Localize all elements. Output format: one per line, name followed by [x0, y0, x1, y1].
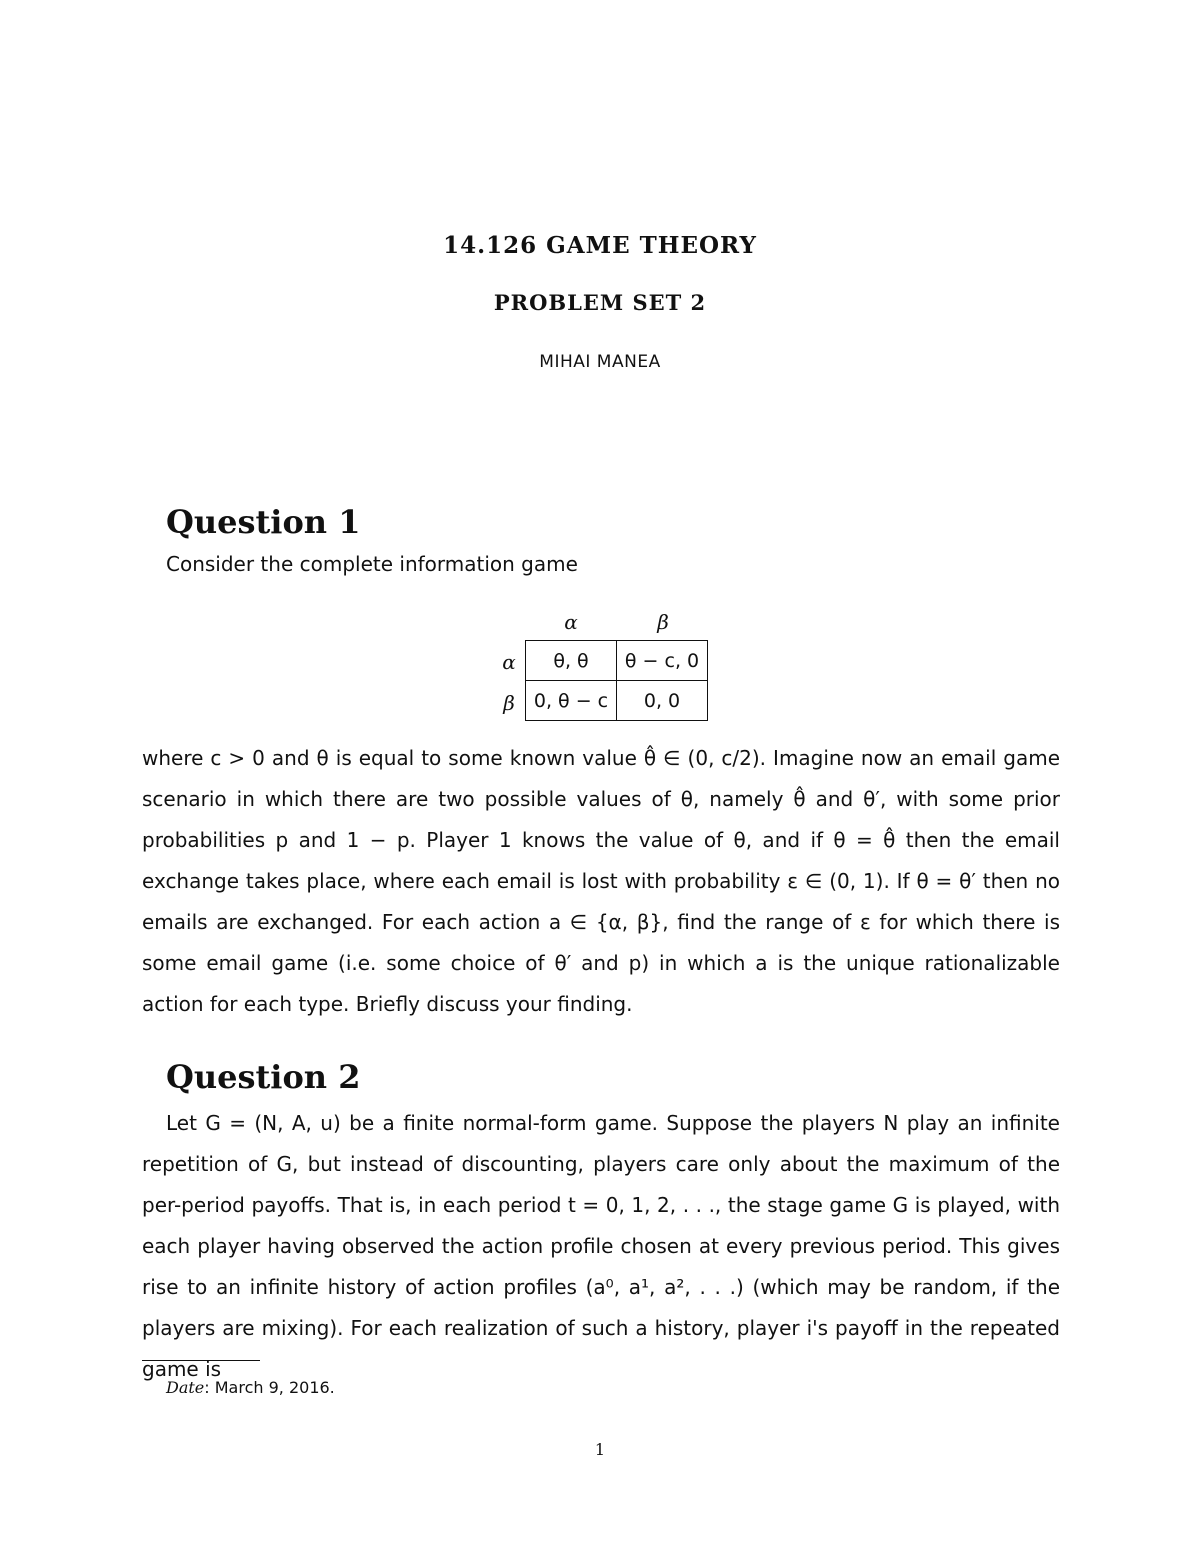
payoff-cell: θ, θ	[526, 641, 617, 681]
game-row-label-1: α	[502, 650, 516, 674]
payoff-row	[526, 681, 708, 721]
payoff-cell: 0, 0	[617, 681, 708, 721]
document-author: MIHAI MANEA	[539, 352, 661, 372]
page-number: 1	[594, 1440, 606, 1459]
question-2-heading: Question 2	[166, 1058, 361, 1096]
footnote-rule	[142, 1360, 260, 1361]
document-title: 14.126 GAME THEORY	[443, 232, 757, 259]
footnote-label: Date	[166, 1378, 205, 1397]
question-1-intro: Consider the complete information game	[166, 552, 578, 576]
question-1-heading: Question 1	[166, 503, 361, 541]
payoff-row	[526, 641, 708, 681]
question-1-body: where c > 0 and θ is equal to some known value θ̂ ∈ (0, c/2). Imagine now an email game scenario in which there are two possible values of θ, namely θ̂ and θ′, with some prior probabilities p and 1 − p. Player 1 knows the value of θ, and if θ = θ̂ then the email exchange takes place, where each email is lost with probability ε ∈ (0, 1). If θ = θ′ then no emails are exchanged. For each action a ∈ {α, β}, find the range of ε for which there is some email game (i.e. some choice of θ′ and p) in which a is the unique rationalizable action for each type. Briefly discuss your finding.	[142, 746, 1060, 1016]
payoff-cell: 0, θ − c	[526, 681, 617, 721]
document-subtitle: PROBLEM SET 2	[493, 290, 707, 315]
footnote	[166, 1378, 335, 1397]
game-col-label-1: α	[564, 610, 578, 634]
footnote-text: : March 9, 2016.	[204, 1378, 335, 1397]
question-2-body: Let G = (N, A, u) be a finite normal-form game. Suppose the players N play an infinite repetition of G, but instead of discounting, players care only about the maximum of the per-period payoffs. That is, in each period t = 0, 1, 2, . . ., the stage game G is played, with each player having observed the action profile chosen at every previous period. This gives rise to an infinite history of action profiles (a⁰, a¹, a², . . .) (which may be random, if the players are mixing). For each realization of such a history, player i's payoff in the repeated game is	[142, 1111, 1060, 1381]
payoff-cell: θ − c, 0	[617, 641, 708, 681]
payoff-matrix	[525, 640, 708, 721]
game-row-label-2: β	[503, 691, 515, 715]
game-col-label-2: β	[657, 610, 669, 634]
